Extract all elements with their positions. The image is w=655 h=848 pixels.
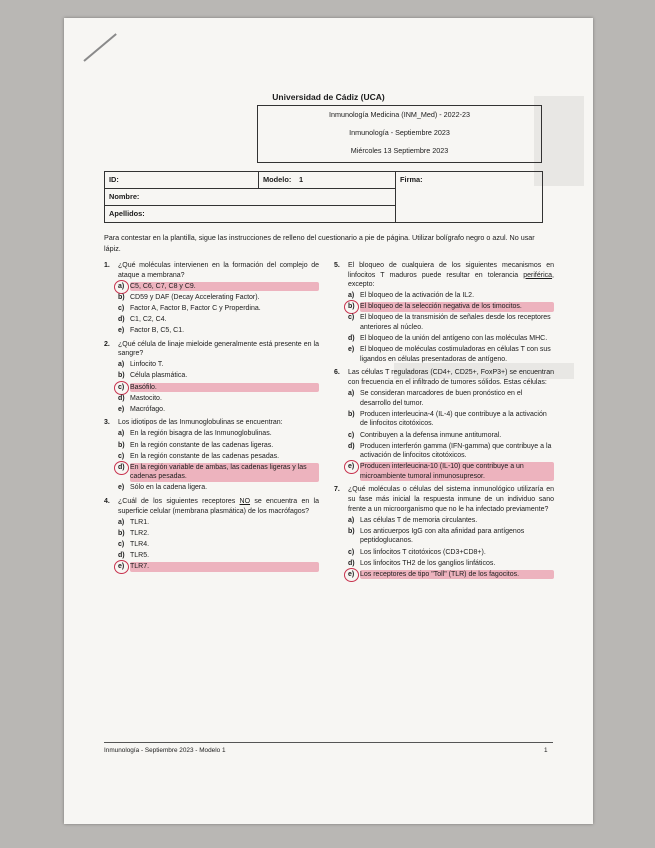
option-text: TLR1. — [130, 518, 150, 526]
question-number: 6. — [334, 369, 340, 377]
question-text — [118, 497, 319, 516]
question-stem — [104, 261, 319, 280]
answer-option — [348, 313, 554, 332]
option-letter: e) — [348, 346, 355, 354]
question-stem — [334, 368, 554, 387]
option-letter: d) — [348, 442, 355, 450]
option-text: El bloqueo de la unión del antígeno con las moléculas MHC. — [360, 335, 548, 343]
exam-name: Inmunología - Septiembre 2023 — [349, 128, 450, 137]
answer-option — [118, 394, 319, 404]
option-text: Contribuyen a la defensa inmune antitumoral. — [360, 431, 502, 439]
answer-option — [118, 529, 319, 539]
option-text: El bloqueo de la transmisión de señales desde los receptores anteriores al núcleo. — [360, 314, 551, 332]
question-text: ¿Qué moléculas intervienen en la formación del complejo de ataque a membrana? — [118, 262, 319, 279]
answer-option — [348, 559, 554, 569]
option-letter: b) — [348, 410, 355, 418]
id-row — [105, 172, 395, 189]
answer-option — [118, 304, 319, 314]
question-number: 2. — [104, 340, 110, 348]
option-letter: d) — [118, 551, 125, 559]
question-text-pre: El bloqueo de cualquiera de los siguientes mecanismos en linfocitos T maduros puede resultar en tolerancia — [348, 262, 554, 279]
question — [334, 485, 554, 579]
option-text: TLR7. — [130, 562, 319, 572]
question-stem — [334, 485, 554, 514]
option-text: Los anticuerpos IgG con alta afinidad para antígenos peptidoglucanos. — [360, 527, 525, 545]
option-text: Factor B, C5, C1. — [130, 327, 185, 335]
question-stem — [334, 261, 554, 290]
firma-box — [395, 172, 543, 222]
question-text: ¿Qué moléculas o células del sistema inmunológico utilizaría en su fase más inicial la respuesta inmune de un individuo sano frente a un microorganismo que no le ha infectado previamente? — [348, 486, 554, 513]
apellidos-row — [105, 206, 395, 222]
option-text: En la región variable de ambas, las cadenas ligeras y las cadenas pesadas. — [130, 463, 319, 482]
answer-option — [118, 483, 319, 493]
question — [104, 340, 319, 415]
question-text: Los idiotipos de las Inmunoglobulinas se encuentran: — [118, 419, 283, 427]
option-letter: c) — [118, 304, 125, 312]
option-text: C1, C2, C4. — [130, 315, 167, 323]
answer-option — [118, 371, 319, 381]
exam-date: Miércoles 13 Septiembre 2023 — [350, 146, 449, 155]
option-text: Las células T de memoria circulantes. — [360, 516, 478, 524]
question — [334, 261, 554, 364]
option-letter: d) — [118, 394, 125, 402]
nombre-row — [105, 189, 395, 206]
marked-answer-option — [118, 463, 319, 482]
question — [334, 368, 554, 481]
question-number: 1. — [104, 262, 110, 269]
option-letter: e) — [118, 562, 130, 572]
question-text — [348, 261, 554, 290]
option-text: Macrófago. — [130, 405, 166, 413]
firma-label: Firma: — [400, 175, 423, 184]
answer-option — [118, 518, 319, 528]
option-text: Sólo en la cadena ligera. — [130, 484, 208, 492]
option-letter: d) — [348, 335, 355, 343]
option-letter: a) — [348, 390, 355, 398]
option-text: TLR4. — [130, 540, 150, 548]
answer-option — [348, 291, 554, 301]
instructions: Para contestar en la plantilla, sigue las instrucciones de relleno del cuestionario a pie de página. Utilizar bolígrafo negro o azul. No usar lápiz. — [104, 233, 535, 253]
modelo-label: Modelo: — [263, 175, 292, 184]
answer-option — [118, 452, 319, 462]
question — [104, 418, 319, 493]
option-letter: d) — [118, 463, 130, 482]
question — [104, 261, 319, 336]
marked-answer-option — [118, 383, 319, 393]
option-letter: b) — [118, 441, 125, 449]
marked-answer-option — [348, 570, 554, 580]
question-text-underlined: periférica — [523, 271, 553, 279]
question-stem — [104, 418, 319, 428]
option-letter: a) — [118, 430, 125, 438]
question-number: 5. — [334, 262, 340, 269]
option-letter: a) — [348, 516, 355, 524]
marked-answer-option — [348, 462, 554, 481]
option-letter: b) — [348, 302, 360, 312]
exam-page — [64, 18, 593, 824]
question-text-post: , excepto: — [348, 271, 554, 289]
option-text: TLR2. — [130, 529, 150, 537]
answer-option — [118, 293, 319, 303]
option-text: El bloqueo de la selección negativa de los timocitos. — [360, 302, 554, 312]
answer-option — [348, 410, 554, 429]
option-text: Célula plasmática. — [130, 372, 188, 380]
option-text: En la región constante de las cadenas ligeras. — [130, 441, 274, 449]
option-text: Linfocito T. — [130, 361, 164, 369]
footer-text: Inmunología - Septiembre 2023 - Modelo 1 — [104, 747, 226, 754]
course-box — [257, 105, 542, 163]
question-stem — [104, 497, 319, 516]
option-letter: c) — [118, 452, 125, 460]
option-letter: b) — [118, 293, 125, 301]
apellidos-label: Apellidos: — [109, 209, 145, 218]
option-letter: a) — [118, 361, 125, 369]
university-title: Universidad de Cádiz (UCA) — [272, 92, 385, 102]
option-letter: a) — [118, 518, 125, 526]
option-letter: e) — [348, 570, 360, 580]
option-letter: e) — [118, 405, 125, 413]
option-text: Los receptores de tipo "Toll" (TLR) de los fagocitos. — [360, 570, 554, 580]
question-text-underlined: NO — [239, 497, 251, 505]
nombre-label: Nombre: — [109, 192, 140, 201]
answer-option — [348, 389, 554, 408]
answer-option — [348, 334, 554, 344]
marked-answer-option — [118, 282, 319, 292]
marked-answer-option — [118, 562, 319, 572]
answer-option — [118, 405, 319, 415]
question-number: 7. — [334, 486, 340, 494]
question-text: Las células T reguladoras (CD4+, CD25+, FoxP3+) se encuentran con frecuencia en el infiltrado de tumores sólidos. Estas células: — [348, 369, 554, 387]
answer-option — [118, 540, 319, 550]
option-letter: b) — [118, 529, 125, 537]
question-number: 4. — [104, 497, 110, 505]
marked-answer-option — [348, 302, 554, 312]
option-letter: e) — [348, 462, 360, 481]
option-text: Basófilo. — [130, 383, 319, 393]
option-text: TLR5. — [130, 551, 150, 559]
answer-option — [348, 527, 554, 546]
option-letter: a) — [348, 292, 355, 300]
answer-option — [348, 345, 554, 364]
answer-option — [348, 516, 554, 526]
option-letter: c) — [348, 548, 355, 556]
option-letter: c) — [348, 314, 355, 322]
option-letter: c) — [118, 540, 125, 548]
option-text: En la región bisagra de las Inmunoglobulinas. — [130, 430, 272, 438]
option-text: El bloqueo de moléculas costimuladoras en células T con sus ligandos en células presentadoras de antígeno. — [360, 346, 551, 363]
option-text: Producen interleucina-10 (IL-10) que contribuye a un microambiente tumoral inmunosupresor. — [360, 462, 554, 481]
question-text-post: se encuentra en la superficie celular (membrana plasmática) de los macrófagos? — [118, 497, 319, 515]
option-text: Mastocito. — [130, 394, 162, 402]
question — [104, 497, 319, 572]
modelo-value: 1 — [299, 175, 304, 184]
questions-right-column — [334, 261, 554, 583]
option-letter: d) — [118, 315, 125, 323]
answer-option — [118, 441, 319, 451]
question-number: 3. — [104, 419, 110, 427]
option-text: En la región constante de las cadenas pesadas. — [130, 452, 280, 460]
course-name: Inmunología Medicina (INM_Med) - 2022-23 — [328, 110, 471, 119]
option-text: Producen interleucina-4 (IL-4) que contribuye a la activación de linfocitos citotóxicos. — [360, 410, 547, 428]
questions-left-column — [104, 261, 319, 576]
question-text: ¿Qué célula de linaje mieloide generalmente está presente en la sangre? — [118, 340, 319, 358]
option-text: El bloqueo de la activación de la IL2. — [360, 292, 475, 300]
option-letter: b) — [118, 372, 125, 380]
option-letter: c) — [348, 431, 355, 439]
option-text: CD59 y DAF (Decay Accelerating Factor). — [130, 293, 260, 301]
answer-option — [348, 548, 554, 558]
option-text: Se consideran marcadores de buen pronóstico en el desarrollo del tumor. — [360, 390, 523, 407]
option-letter: c) — [118, 383, 130, 393]
option-letter: a) — [118, 282, 130, 292]
option-text: Los linfocitos TH2 de los ganglios linfáticos. — [360, 559, 496, 567]
answer-option — [118, 326, 319, 336]
question-stem — [104, 340, 319, 359]
option-letter: b) — [348, 527, 355, 535]
student-id-table — [104, 171, 543, 223]
answer-option — [118, 551, 319, 561]
answer-option — [118, 429, 319, 439]
answer-option — [348, 431, 554, 441]
answer-option — [348, 442, 554, 461]
answer-option — [118, 315, 319, 325]
option-letter: d) — [348, 559, 355, 567]
option-text: Producen interferón gamma (IFN-gamma) que contribuye a la activación de linfocitos citotóxicos. — [360, 442, 552, 460]
option-text: C5, C6, C7, C8 y C9. — [130, 282, 319, 292]
option-letter: e) — [118, 327, 125, 335]
footer-divider — [104, 742, 553, 743]
option-text: Los linfocitos T citotóxicos (CD3+CD8+). — [360, 548, 486, 556]
pen-mark — [83, 33, 116, 62]
option-letter: e) — [118, 484, 125, 492]
question-text-pre: ¿Cuál de los siguientes receptores — [118, 497, 240, 505]
answer-option — [118, 360, 319, 370]
page-number: 1 — [544, 747, 548, 754]
id-label: ID: — [109, 175, 119, 184]
option-text: Factor A, Factor B, Factor C y Properdina. — [130, 304, 261, 312]
